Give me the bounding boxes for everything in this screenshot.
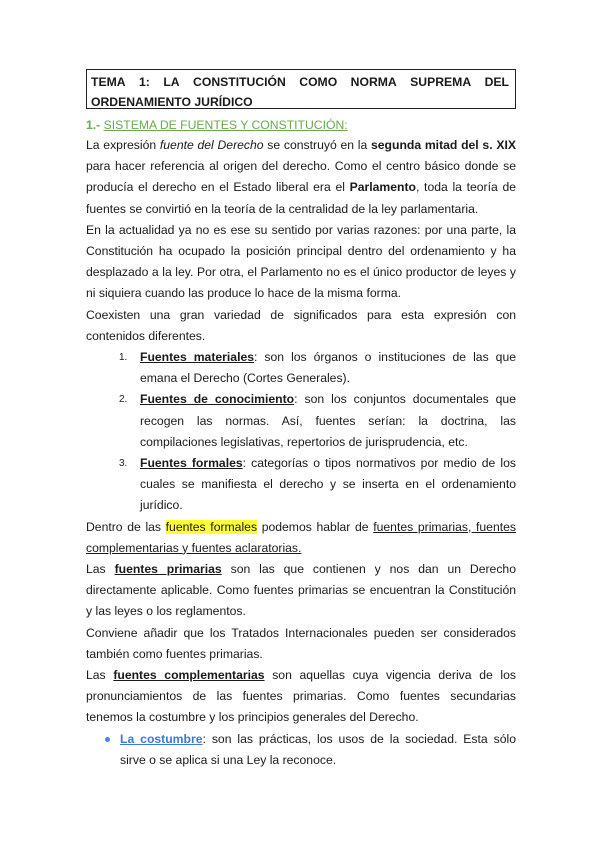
title-word: COMO [299,75,338,89]
highlighted-term: fuentes formales [165,519,258,534]
title-word: TEMA [91,75,126,89]
title-word: NORMA [350,75,397,89]
text-run: para hacer referencia al origen del derecho. Como el centro básico donde se producía el derecho en el Estado liberal era el [86,159,516,195]
paragraph-4 [86,517,516,559]
bullet-dot-icon [105,737,110,742]
paragraph-5 [86,559,516,623]
title-word: LA [163,75,180,89]
bullet-item [86,729,516,771]
list-item [86,453,516,517]
list-item [86,389,516,453]
section-number: 1.- [86,118,101,132]
text-run: Dentro de las [86,519,166,534]
list-number: 1. [119,352,128,364]
bullet-term: La costumbre [120,731,203,746]
list-term: Fuentes de conocimiento [140,392,295,407]
sources-list [86,347,516,517]
title-word: DEL [484,75,509,89]
bold-term: Parlamento [349,180,416,195]
text-run: Las [86,562,115,577]
text-run: Las [86,668,114,683]
list-number: 2. [119,394,128,406]
section-title: SISTEMA DE FUENTES Y CONSTITUCIÓN: [103,118,348,132]
text-run: , toda la teoría de fuentes se convirtió en la teoría de la centralidad de la ley parlamentaria. [86,180,516,216]
italic-term: fuente del Derecho [159,138,264,152]
bold-term: segunda mitad del s. XIX [371,138,516,152]
bullet-text: : son las prácticas, los usos de la sociedad. Esta sólo sirve o se aplica si una Ley la reconoce. [120,731,516,767]
list-text: : son los conjuntos documentales que recogen las normas. Así, fuentes serían: la doctrina, las compilaciones legislativas, repertorios de jurisprudencia, etc. [140,392,516,449]
title-word: 1: [139,75,150,89]
list-text: : categorías o tipos normativos por medio de los cuales se manifiesta el derecho y se inserta en el ordenamiento jurídico. [140,456,516,513]
bold-underlined-term: fuentes primarias [114,562,222,577]
title-word: SUPREMA [410,75,472,89]
text-run: se construyó en la [263,138,371,152]
text-run: podemos hablar de [257,519,374,534]
list-term: Fuentes formales [140,456,243,471]
title-word: CONSTITUCIÓN [193,75,286,89]
paragraph-1 [86,135,516,220]
title-line-1 [91,72,509,92]
document-page [86,69,516,771]
paragraph-7 [86,665,516,729]
underlined-text: fuentes primarias, fuentes complementarias y fuentes aclaratorias. [86,519,516,555]
title-box [86,69,516,109]
text-run: La expresión [86,138,160,152]
list-number: 3. [119,458,128,470]
text-run: son aquellas cuya vigencia deriva de los pronunciamientos de las fuentes primarias. Como fuentes secundarias tenemos la costumbre y los principios generales del Derecho. [86,668,516,725]
text-run: son las que contienen y nos dan un Derecho directamente aplicable. Como fuentes primarias se encuentran la Constitución y las leyes o los reglamentos. [86,562,516,619]
paragraph-6: Conviene añadir que los Tratados Internacionales pueden ser considerados también como fuentes primarias. [86,625,516,661]
paragraph-2: En la actualidad ya no es ese su sentido por varias razones: por una parte, la Constitución ha ocupado la posición principal dentro del ordenamiento y ha desplazado a la ley. Por otra, el Parlamento no es el único productor de leyes y ni siquiera cuando las produce lo hace de la misma forma. [86,222,516,301]
list-item [86,347,516,389]
list-text: : son los órganos o instituciones de las que emana el Derecho (Cortes Generales). [140,350,516,386]
list-term: Fuentes materiales [140,350,255,365]
title-line-2: ORDENAMIENTO JURÍDICO [91,95,253,109]
bold-underlined-term: fuentes complementarias [113,668,265,683]
section-heading [86,115,516,135]
paragraph-3: Coexisten una gran variedad de significados para esta expresión con contenidos diferentes. [86,307,516,343]
